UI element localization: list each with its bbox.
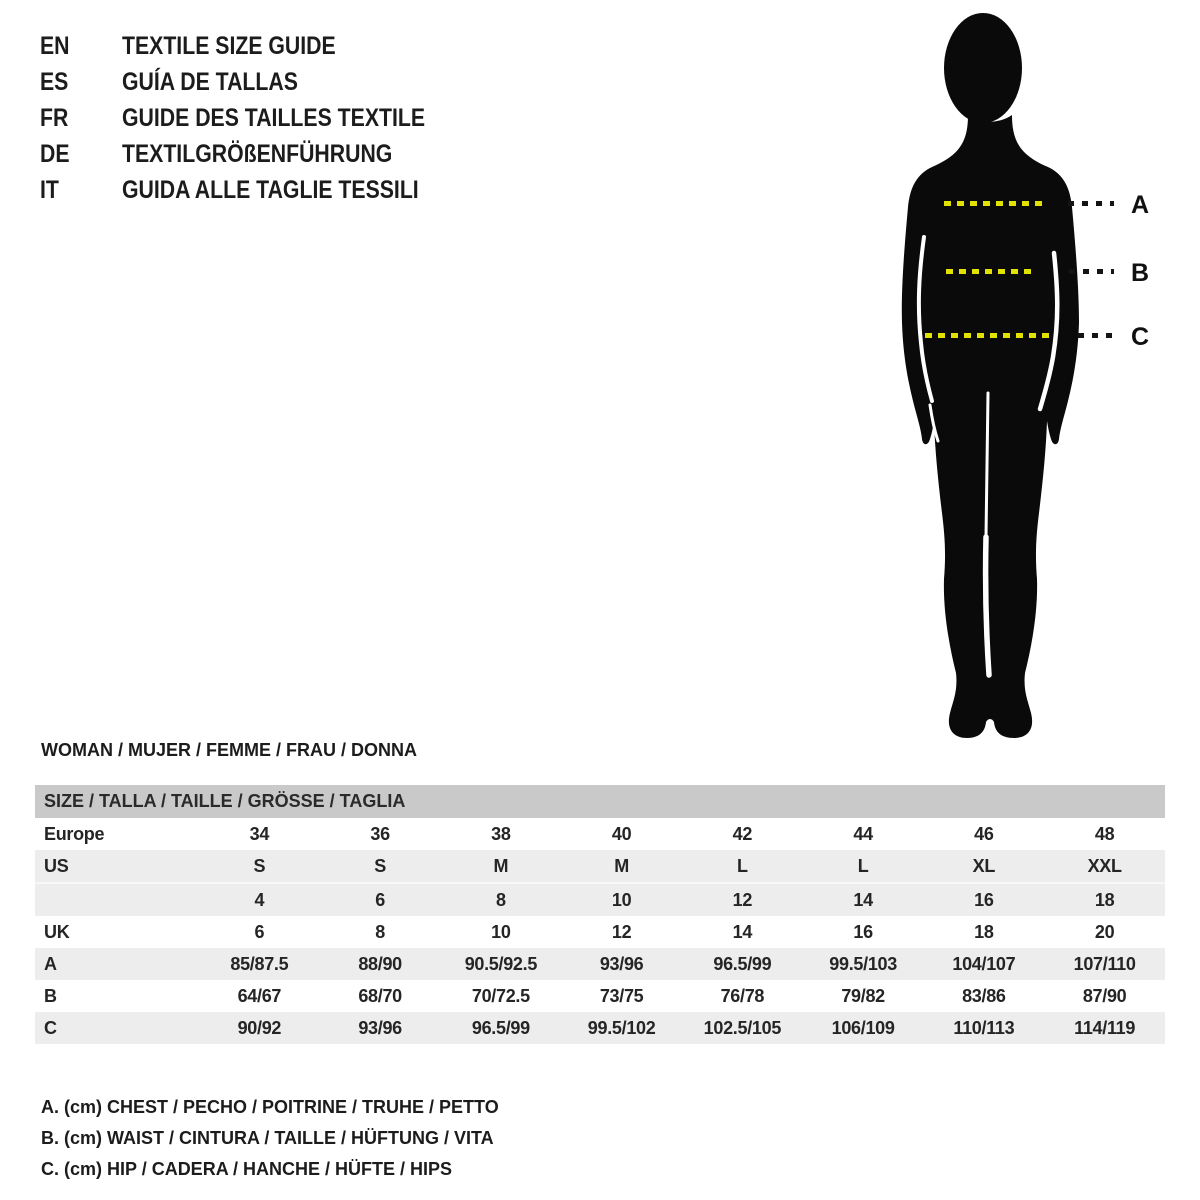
legend-line: C. (cm) HIP / CADERA / HANCHE / HÜFTE / HIPS bbox=[41, 1159, 453, 1179]
size-cell: XXL bbox=[1087, 855, 1122, 876]
size-cell: 68/70 bbox=[358, 985, 402, 1006]
marker-label-c: C bbox=[1131, 323, 1150, 351]
language-code: DE bbox=[40, 139, 70, 168]
hip-dotted-line bbox=[1078, 333, 1114, 338]
size-cell: 10 bbox=[491, 921, 511, 942]
legend-line: B. (cm) WAIST / CINTURA / TAILLE / HÜFTUNG / VITA bbox=[41, 1128, 494, 1148]
table-row bbox=[35, 980, 1165, 1012]
table-row bbox=[35, 818, 1165, 850]
language-code: IT bbox=[40, 175, 59, 204]
size-table-grid bbox=[35, 818, 1165, 1044]
size-cell: 42 bbox=[732, 823, 753, 844]
language-title: GUÍA DE TALLAS bbox=[122, 67, 298, 96]
language-code: EN bbox=[40, 31, 70, 60]
row-label: C bbox=[44, 1017, 57, 1038]
size-cell: 16 bbox=[924, 883, 1045, 916]
size-cell: 93/96 bbox=[599, 953, 644, 974]
measurement-legend bbox=[41, 1092, 499, 1185]
size-table bbox=[35, 785, 1165, 1044]
table-row bbox=[35, 850, 1165, 883]
size-cell: 46 bbox=[974, 823, 994, 844]
waist-dash-line bbox=[946, 269, 1034, 274]
waist-dotted-line bbox=[1069, 269, 1114, 274]
size-cell: 76/78 bbox=[720, 985, 765, 1006]
table-row bbox=[35, 948, 1165, 980]
chest-dash-line bbox=[944, 201, 1042, 206]
size-cell: 99.5/103 bbox=[829, 953, 897, 974]
language-title: TEXTILGRÖßENFÜHRUNG bbox=[122, 139, 393, 168]
size-table-header: SIZE / TALLA / TAILLE / GRÖSSE / TAGLIA bbox=[35, 785, 1165, 818]
size-cell: 4 bbox=[199, 883, 320, 916]
size-cell: 104/107 bbox=[952, 953, 1016, 974]
size-cell: 44 bbox=[853, 823, 873, 844]
language-code: ES bbox=[40, 67, 69, 96]
size-cell: 87/90 bbox=[1082, 985, 1127, 1006]
language-title: GUIDE DES TAILLES TEXTILE bbox=[122, 103, 426, 132]
size-cell: 20 bbox=[1094, 921, 1115, 942]
size-cell: 96.5/99 bbox=[713, 953, 772, 974]
size-cell: 6 bbox=[254, 921, 265, 942]
size-cell: S bbox=[253, 855, 266, 876]
size-cell: 8 bbox=[375, 921, 385, 942]
size-cell: 99.5/102 bbox=[587, 1017, 656, 1038]
size-cell: 48 bbox=[1094, 823, 1115, 844]
size-table-body bbox=[35, 818, 1165, 1044]
row-label: Europe bbox=[44, 823, 105, 844]
size-cell: 12 bbox=[682, 883, 803, 916]
size-cell: 14 bbox=[732, 921, 753, 942]
size-cell: 79/82 bbox=[841, 985, 885, 1006]
size-cell: 73/75 bbox=[599, 985, 644, 1006]
size-cell: L bbox=[857, 855, 869, 876]
legend-line: A. (cm) CHEST / PECHO / POITRINE / TRUHE / PETTO bbox=[41, 1097, 499, 1117]
size-cell: 34 bbox=[249, 823, 270, 844]
size-cell: 16 bbox=[853, 921, 873, 942]
hip-dash-line bbox=[925, 333, 1049, 338]
size-cell: 110/113 bbox=[953, 1017, 1015, 1038]
woman-silhouette bbox=[872, 5, 1112, 745]
size-cell: XL bbox=[972, 855, 996, 876]
table-row bbox=[35, 1012, 1165, 1044]
size-cell: 64/67 bbox=[237, 985, 282, 1006]
size-cell: 10 bbox=[561, 883, 682, 916]
marker-label-a: A bbox=[1131, 191, 1150, 219]
size-cell: 96.5/99 bbox=[471, 1017, 530, 1038]
size-cell: 102.5/105 bbox=[703, 1017, 782, 1038]
row-label: US bbox=[44, 855, 69, 876]
size-cell: 12 bbox=[611, 921, 632, 942]
chest-dotted-line bbox=[1068, 201, 1114, 206]
size-cell: 38 bbox=[491, 823, 511, 844]
size-cell: 85/87.5 bbox=[230, 953, 289, 974]
table-row bbox=[35, 916, 1165, 948]
size-cell: 90/92 bbox=[237, 1017, 282, 1038]
size-cell: 114/119 bbox=[1074, 1017, 1136, 1038]
size-cell: 70/72.5 bbox=[471, 985, 530, 1006]
language-title: GUIDA ALLE TAGLIE TESSILI bbox=[122, 175, 419, 204]
row-label bbox=[35, 883, 199, 916]
size-cell: 18 bbox=[1044, 883, 1165, 916]
size-cell: 83/86 bbox=[962, 985, 1006, 1006]
size-cell: M bbox=[493, 855, 509, 876]
size-cell: M bbox=[614, 855, 629, 876]
size-cell: S bbox=[374, 855, 386, 876]
marker-label-b: B bbox=[1131, 259, 1150, 287]
size-cell: 36 bbox=[370, 823, 390, 844]
size-cell: 8 bbox=[441, 883, 562, 916]
row-label: A bbox=[44, 953, 57, 974]
size-cell: 107/110 bbox=[1073, 953, 1136, 974]
size-cell: 88/90 bbox=[358, 953, 402, 974]
language-title: TEXTILE SIZE GUIDE bbox=[122, 31, 336, 60]
size-cell: 18 bbox=[974, 921, 994, 942]
table-row bbox=[35, 883, 1165, 916]
size-cell: L bbox=[737, 855, 748, 876]
size-cell: 40 bbox=[611, 823, 632, 844]
size-cell: 90.5/92.5 bbox=[464, 953, 538, 974]
gender-heading: WOMAN / MUJER / FEMME / FRAU / DONNA bbox=[41, 740, 417, 760]
size-cell: 14 bbox=[803, 883, 924, 916]
row-label: UK bbox=[44, 921, 70, 942]
size-cell: 93/96 bbox=[358, 1017, 402, 1038]
size-cell: 6 bbox=[320, 883, 441, 916]
size-cell: 106/109 bbox=[831, 1017, 895, 1038]
row-label: B bbox=[44, 985, 57, 1006]
language-code: FR bbox=[40, 103, 69, 132]
